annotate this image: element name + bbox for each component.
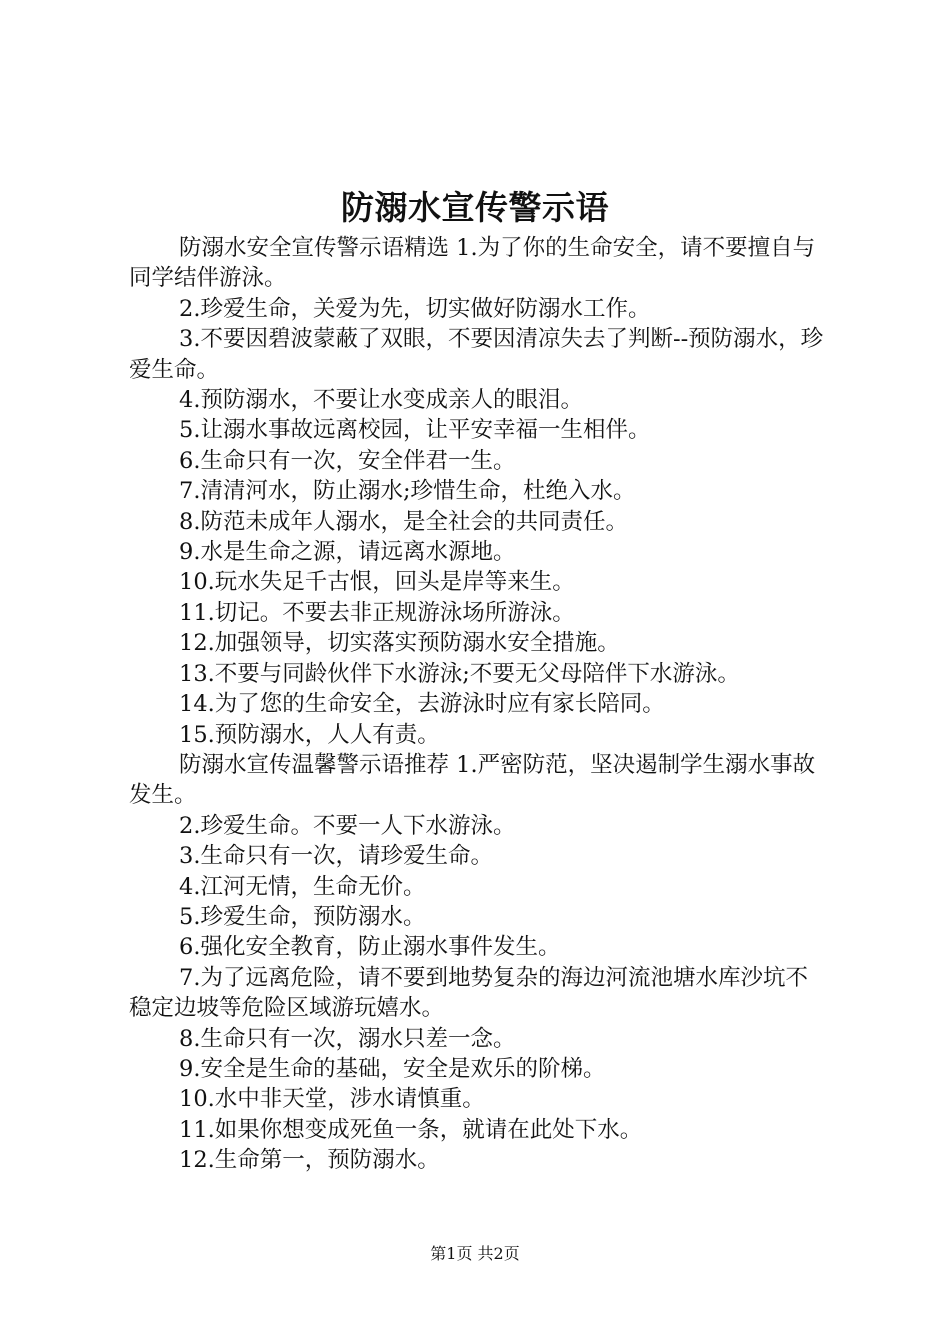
paragraph: 3.不要因碧波蒙蔽了双眼，不要因清凉失去了判断--预防溺水，珍爱生命。 (129, 326, 824, 383)
paragraph: 7.清清河水，防止溺水;珍惜生命，杜绝入水。 (179, 478, 636, 505)
paragraph: 4.预防溺水，不要让水变成亲人的眼泪。 (179, 387, 583, 414)
paragraph: 2.珍爱生命，关爱为先，切实做好防溺水工作。 (179, 295, 651, 322)
page-footer: 第1页 共2页 (430, 1244, 520, 1263)
paragraph: 7.为了远离危险，请不要到地势复杂的海边河流池塘水库沙坑不稳定边坡等危险区域游玩嬉水。 (129, 964, 808, 1022)
paragraph: 10.水中非天堂，涉水请慎重。 (179, 1086, 485, 1113)
page-title: 防溺水宣传警示语 (341, 188, 609, 227)
paragraph: 12.生命第一，预防溺水。 (179, 1147, 440, 1174)
paragraph: 6.强化安全教育，防止溺水事件发生。 (179, 934, 561, 961)
paragraph: 10.玩水失足千古恨，回头是岸等来生。 (179, 569, 575, 596)
paragraph: 9.水是生命之源，请远离水源地。 (179, 539, 516, 566)
paragraph: 15.预防溺水，人人有责。 (179, 721, 440, 748)
paragraph: 4.江河无情，生命无价。 (179, 873, 426, 900)
paragraph: 8.防范未成年人溺水，是全社会的共同责任。 (179, 508, 628, 535)
paragraph: 5.珍爱生命，预防溺水。 (179, 903, 426, 930)
paragraph: 防溺水宣传温馨警示语推荐 1.严密防范，坚决遏制学生溺水事故发生。 (129, 751, 816, 809)
paragraph: 2.珍爱生命。不要一人下水游泳。 (179, 812, 516, 839)
paragraph: 5.让溺水事故远离校园，让平安幸福一生相伴。 (179, 417, 651, 444)
paragraph: 14.为了您的生命安全，去游泳时应有家长陪同。 (179, 691, 665, 718)
document-body (129, 233, 829, 1176)
paragraph: 防溺水安全宣传警示语精选 1.为了你的生命安全，请不要擅自与同学结伴游泳。 (129, 235, 816, 292)
paragraph: 11.如果你想变成死鱼一条，就请在此处下水。 (179, 1116, 643, 1143)
paragraph: 12.加强领导，切实落实预防溺水安全措施。 (179, 630, 620, 657)
paragraph: 8.生命只有一次，溺水只差一念。 (179, 1025, 516, 1052)
paragraph: 6.生命只有一次，安全伴君一生。 (179, 447, 516, 474)
paragraph: 9.安全是生命的基础，安全是欢乐的阶梯。 (179, 1055, 606, 1082)
paragraph: 11.切记。不要去非正规游泳场所游泳。 (179, 599, 575, 626)
paragraph: 13.不要与同龄伙伴下水游泳;不要无父母陪伴下水游泳。 (179, 660, 740, 687)
paragraph: 3.生命只有一次，请珍爱生命。 (179, 843, 493, 870)
